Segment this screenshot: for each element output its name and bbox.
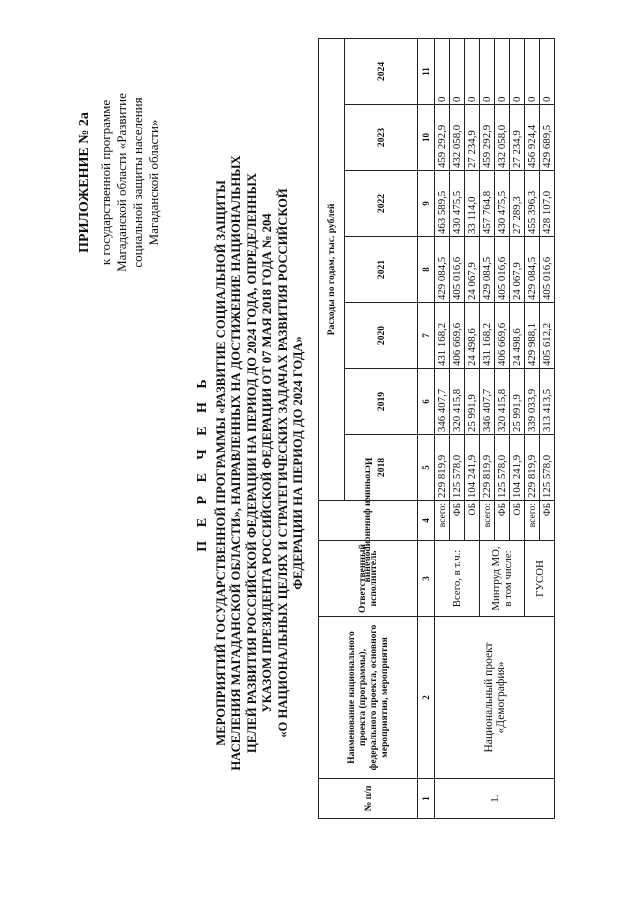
value-cell: 455 396,3 — [525, 171, 540, 237]
value-cell: 229 819,9 — [525, 435, 540, 501]
value-cell: 313 413,5 — [540, 369, 555, 435]
header-year: 2023 — [345, 105, 418, 171]
header-executor: Ответственный исполнитель — [319, 541, 418, 617]
appendix-block — [76, 70, 163, 295]
appendix-line: социальной защиты населения — [130, 97, 145, 268]
value-cell: 0 — [495, 38, 510, 104]
heading-line: НАСЕЛЕНИЯ МАГАДАНСКОЙ ОБЛАСТИ», НАПРАВЛЕННЫХ НА ДОСТИЖЕНИЕ НАЦИОНАЛЬНЫХ — [229, 155, 244, 771]
value-cell: 24 498,6 — [510, 303, 525, 369]
column-index: 3 — [418, 541, 435, 617]
appendix-line: Магаданской области» — [146, 119, 162, 246]
value-cell: 429 084,5 — [525, 237, 540, 303]
value-cell: 25 991,9 — [465, 369, 480, 435]
appendix-line: к государственной программе — [97, 99, 113, 266]
header-year: 2019 — [345, 369, 418, 435]
column-index: 2 — [418, 617, 435, 779]
heading-line: ЦЕЛЕЙ РАЗВИТИЯ РОССИЙСКОЙ ФЕДЕРАЦИИ НА ПЕРИОД ДО 2024 ГОДА, ОПРЕДЕЛЕННЫХ — [244, 173, 259, 753]
document-heading — [194, 113, 306, 813]
value-cell: 430 475,5 — [450, 171, 465, 237]
column-index: 10 — [418, 105, 435, 171]
value-cell: 430 475,5 — [495, 171, 510, 237]
header-year: 2024 — [345, 38, 418, 104]
value-cell: 24 498,6 — [465, 303, 480, 369]
heading-line: ФЕДЕРАЦИИ НА ПЕРИОД ДО 2024 ГОДА» — [290, 336, 305, 590]
source-cell: ОБ — [510, 501, 525, 541]
value-cell: 0 — [525, 38, 540, 104]
value-cell: 125 578,0 — [495, 435, 510, 501]
value-cell: 125 578,0 — [450, 435, 465, 501]
value-cell: 104 241,9 — [510, 435, 525, 501]
heading-line: МЕРОПРИЯТИЙ ГОСУДАРСТВЕННОЙ ПРОГРАММЫ «РАЗВИТИЕ СОЦИАЛЬНОЙ ЗАЩИТЫ — [214, 180, 229, 746]
value-cell: 229 819,9 — [480, 435, 495, 501]
heading-line: «О НАЦИОНАЛЬНЫХ ЦЕЛЯХ И СТРАТЕГИЧЕСКИХ ЗАДАЧАХ РАЗВИТИЯ РОССИЙСКОЙ — [275, 188, 290, 738]
value-cell: 463 589,5 — [435, 171, 450, 237]
value-cell: 27 289,3 — [510, 171, 525, 237]
header-year: 2022 — [345, 171, 418, 237]
value-cell: 27 234,9 — [510, 105, 525, 171]
column-index: 9 — [418, 171, 435, 237]
value-cell: 320 415,8 — [450, 369, 465, 435]
heading-word: П Е Р Е Ч Е Н Ь — [195, 374, 210, 552]
value-cell: 406 669,6 — [450, 303, 465, 369]
value-cell: 406 669,6 — [495, 303, 510, 369]
column-index: 7 — [418, 303, 435, 369]
value-cell: 0 — [510, 38, 525, 104]
value-cell: 24 067,9 — [510, 237, 525, 303]
source-cell: всего: — [525, 501, 540, 541]
value-cell: 428 107,0 — [540, 171, 555, 237]
value-cell: 24 067,9 — [465, 237, 480, 303]
column-index: 11 — [418, 38, 435, 104]
header-year: 2021 — [345, 237, 418, 303]
measures-table — [318, 38, 555, 819]
value-cell: 320 415,8 — [495, 369, 510, 435]
table-row — [435, 38, 450, 818]
source-cell: всего: — [480, 501, 495, 541]
value-cell: 429 084,5 — [480, 237, 495, 303]
column-index: 1 — [418, 779, 435, 819]
appendix-line: Магаданской области «Развитие — [113, 93, 129, 272]
value-cell: 429 689,5 — [540, 105, 555, 171]
value-cell: 346 407,7 — [480, 369, 495, 435]
value-cell: 457 764,8 — [480, 171, 495, 237]
header-year: 2020 — [345, 303, 418, 369]
value-cell: 125 578,0 — [540, 435, 555, 501]
value-cell: 0 — [480, 38, 495, 104]
value-cell: 104 241,9 — [465, 435, 480, 501]
project-name: Национальный проект «Демография» — [435, 617, 555, 779]
column-index: 6 — [418, 369, 435, 435]
appendix-title: ПРИЛОЖЕНИЕ № 2а — [77, 112, 92, 253]
value-cell: 405 016,6 — [540, 237, 555, 303]
executor-cell: Минтруд МО, в том числе: — [480, 541, 525, 617]
value-cell: 405 016,6 — [495, 237, 510, 303]
value-cell: 0 — [540, 38, 555, 104]
header-num: № п/п — [319, 779, 418, 819]
column-index: 8 — [418, 237, 435, 303]
row-number: 1. — [435, 779, 555, 819]
value-cell: 431 168,2 — [435, 303, 450, 369]
source-cell: ФБ — [450, 501, 465, 541]
source-cell: всего: — [435, 501, 450, 541]
column-index: 5 — [418, 435, 435, 501]
source-cell: ФБ — [540, 501, 555, 541]
value-cell: 432 058,0 — [495, 105, 510, 171]
executor-cell: ГУСОН — [525, 541, 555, 617]
column-index: 4 — [418, 501, 435, 541]
value-cell: 456 924,4 — [525, 105, 540, 171]
value-cell: 25 991,9 — [510, 369, 525, 435]
value-cell: 429 988,1 — [525, 303, 540, 369]
value-cell: 0 — [450, 38, 465, 104]
header-expenses: Расходы по годам, тыс. рублей — [319, 38, 345, 500]
value-cell: 339 033,9 — [525, 369, 540, 435]
source-cell: ФБ — [495, 501, 510, 541]
executor-cell: Всего, в т.ч.: — [435, 541, 480, 617]
value-cell: 405 612,2 — [540, 303, 555, 369]
value-cell: 346 407,7 — [435, 369, 450, 435]
value-cell: 0 — [435, 38, 450, 104]
value-cell: 229 819,9 — [435, 435, 450, 501]
value-cell: 431 168,2 — [480, 303, 495, 369]
value-cell: 33 114,0 — [465, 171, 480, 237]
header-year: 2018 — [345, 435, 418, 501]
value-cell: 0 — [465, 38, 480, 104]
value-cell: 429 084,5 — [435, 237, 450, 303]
value-cell: 405 016,6 — [450, 237, 465, 303]
source-cell: ОБ — [465, 501, 480, 541]
value-cell: 459 292,9 — [435, 105, 450, 171]
value-cell: 459 292,9 — [480, 105, 495, 171]
header-name: Наименование национального проекта (программы), федерального проекта, основного мероприятия, мероприятия — [319, 617, 418, 779]
header-source-label: Источники финансирования — [362, 458, 374, 583]
value-cell: 27 234,9 — [465, 105, 480, 171]
value-cell: 432 058,0 — [450, 105, 465, 171]
heading-line: УКАЗОМ ПРЕЗИДЕНТА РОССИЙСКОЙ ФЕДЕРАЦИИ ОТ 07 МАЯ 2018 ГОДА № 204 — [260, 213, 275, 713]
